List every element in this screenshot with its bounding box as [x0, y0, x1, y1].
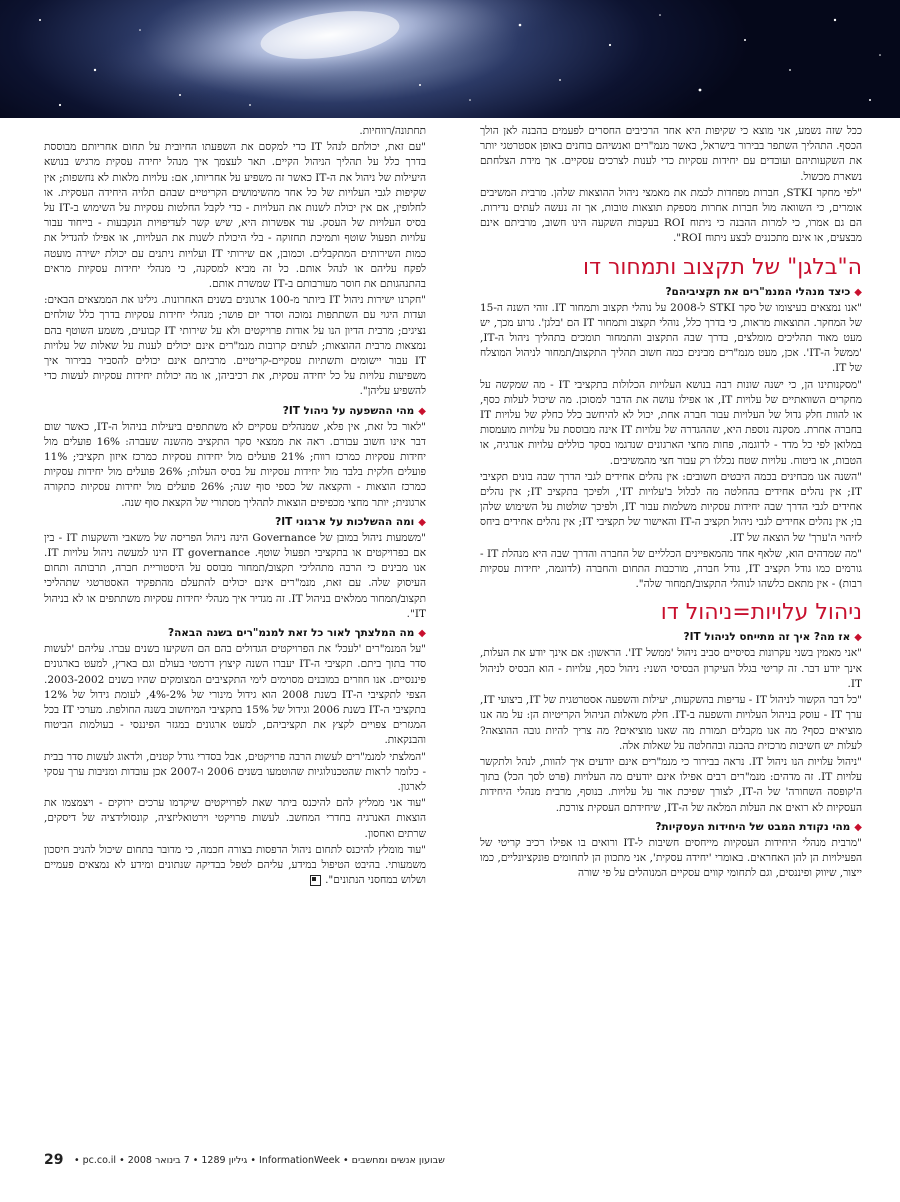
- page-number: 29: [44, 1152, 64, 1168]
- diamond-bullet-icon: ◆: [854, 821, 862, 833]
- text: מהי נקודת המבט של היחידות העסקיות?: [655, 820, 851, 833]
- text: "משמעות ניהול במובן של Governance הינה ניהול הפריסה של משאבי והשקעות IT - בין אם בפרויקטים או בתקציבי תפעול שוטף. IT governance הינו למעשה ניהול עלויות IT. אנו מבינים כי הרבה מתהליכי תקצוב/תמחור מבוסס על היסטוריית חברה, תרבותה ותחום העיסוק שלה. עם זאת, מנמ"רים אינם יכולים להתעלם מהתפקיד האסטרטגי שתהליכי תקצוב/תמחור ממלאים בניהול IT. זה מגדיר איך מנהלי יחידות עסקיות משתתפים או לא בניהול IT".: [44, 531, 426, 620]
- text: ה"בלגן" של תקצוב ותמחור דו: [583, 254, 862, 280]
- paragraph: [44, 420, 426, 511]
- text: ככל שזה נשמע, אני מוצא כי שקיפות היא אחד הרכיבים החסרים לפעמים בהבנה לאן הולך הכסף. התהליך השתפר בבירור בישראל, כאשר מנמ"רים ואנשיהם בוחנים באופן אסטרטגי יותר את השקעותיהם ועובדים עם יחידות עסקיות כדי לענות לצרכים עסקיים. אך מידת הצלחתם נשארת מכשול.: [480, 125, 862, 183]
- galaxy-banner-image: [0, 0, 900, 118]
- paragraph: [44, 843, 426, 889]
- diamond-bullet-icon: ◆: [418, 628, 426, 640]
- question-subheading: [480, 630, 862, 645]
- text: "אנו נמצאים בעיצומו של סקר STKI ל-2008 על נוהלי תקצוב ותמחור IT. זוהי השנה ה-15 של המחקר. התוצאות מראות, כי בדרך כלל, נוהלי תקצוב ותמחור IT הם 'בלגן'. גרוע מכך, יש מעט מאוד תהליכים מומלצים, בדרך שבה התקצוב והתמחור תומכים בתהליך ניהול ה-IT, 'ממשל ה-IT'. אכן, מעט מנמ"רים מבינים כמה חשוב תהליך התקצוב/תמחור לניהול המוצלח של IT.: [480, 301, 862, 375]
- text: "אני מאמין בשני עקרונות בסיסיים סביב ניהול 'ממשל IT'. הראשון: אם אינך יודע את העלות, אינך יודע דבר. זה קריטי בגלל העיקרון הבסיסי השני: ניהול כסף, עלויות - הוא הבסיס לניהול IT.: [480, 647, 862, 690]
- text: "עם זאת, יכולתם לנהל IT כדי למקסם את השפעתו החיובית על תחום אחריותם מבוססת בדרך כלל על תהליך הניהול הקיים. תאר לעצמך איך מנהל יחידה עסקית מרגיש בנושא היעילות של ניהול את ה-IT כאשר זה משפיע על אחריותו, אם: עלויות מלאות לא נחשפות; אין שקיפות לגבי העלויות של כל אחד מהשימושים הקריטיים שבהם תלויה היחידה העסקית. או לחלופין, אם אין יכולת לשנות את העלויות - כדי לקבל החלטות עסקיות על השימוש ב-IT על בסיס העלויות של העסק. עוד אפשרות היא, שיש קשר לעדיפויות הנקבעות - בייחוד עבור עלויות תפעול שוטף ותמיכת תחזוקה - בלי היכולת לשנות את העלויות, או אפילו להגדיל את כמות השירותים המתקבלים. וכמובן, אם שירותי IT ועלויות ניתנים עם יכולת ישירה מועטה לפקח עליהם או לנהל אותם. כל זה מביא למסקנה, כי מנהלי יחידות עסקיות מראים בהתנהגותם את חוסר מעורבותם ב-IT שמשרת אותם.: [44, 141, 426, 291]
- diamond-bullet-icon: ◆: [418, 516, 426, 528]
- paragraph: [44, 140, 426, 292]
- question-subheading: [44, 404, 426, 419]
- text: "לאור כל זאת, אין פלא, שמנהלים עסקיים לא משתתפים ביעילות בניהול ה-IT, כאשר שום דבר אינו חשוב עבורם. ראה את ממצאי סקר התקציב מהשנה שעברה: 16% פועלים מול יחידות עסקיות כמרכז רווח; 21% פועלים מול יחידות עסקיות כמרכז איזון תקציבי; 11% פועלים חלקית בלבד מול יחידות עסקיות על בסיס העלות; 26% פועלים מול יחידות עסקיות כמרכז הוצאות - והקצאה של כספי סוף שנה; 26% פועלים מול יחידות עסקיות כתקורה ארגונית; יותר מחצי מכפיפים הוצאות לתהליך מסתורי של הקצאת סוף שנה.: [44, 420, 426, 509]
- page-footer: [44, 1152, 860, 1172]
- paragraph: [480, 836, 862, 882]
- diamond-bullet-icon: ◆: [854, 286, 862, 298]
- text: "המלצתי למנמ"רים לעשות הרבה פרויקטים, אבל בסדרי גודל קטנים, ולדאוג לעשות סדר בבית - כלומר לראות שהטכנולוגיות שהוטמעו בשנים 2006 ו-2007 אכן עובדות ומניבות ערך עסקי לארגון.: [44, 750, 426, 793]
- text: "השנה אנו מבחינים בכמה היבטים חשובים: אין נהלים אחידים לגבי הדרך שבה בונים תקציבי IT; אין נהלים אחידים בהחלטה מה לכלול ב'עלויות IT', ולפיכך בתקציב IT; אין נהלים אחידים לגבי הדרך שבה יחידות עסקיות משלמות עבור IT, ולפיכך שולטות על השימוש שלהן בו; אין נהלים אחידים לגבי ניהול תקציב ה-IT והאישור של תקציבי IT; אין נהלים אחידים ביחס לזיהוי ה'ערך' של הוצאה של IT.: [480, 470, 862, 544]
- text: "ניהול עלויות הנו ניהול IT. נראה בבירור כי מנמ"רים אינם יודעים איך להוות, לנהל ולתקשר עלויות IT. זה מדהים: מנמ"רים רבים אפילו אינם יודעים מה העלויות (פרט לסך הכל) בתוך ה'קופסה השחורה' של ה-IT, לצורך שפיכת אור על עלויות. בנוסף, מרבית מנהלי היחידות העסקיות לא רואים את העלות המלאה של ה-IT, שיחידתם העסקית צורכת.: [480, 755, 862, 814]
- paragraph: [480, 547, 862, 593]
- section-heading: [480, 600, 862, 626]
- text: ניהול עלויות=ניהול דו: [660, 600, 862, 626]
- text: "מסקנותינו הן, כי ישנה שונות רבה בנושא העלויות הכלולות בתקציבי IT - מה שמקשה על מחקרים השוואתיים של עלויות IT, או אפילו עושה את הדבר למסוכן. מה שיכול לעלות כסף, או להוות חלק גדול של העלויות עבור חברה אחת, יכול לא להיחשב כלל כחלק של עלויות IT בחברה אחרת. מסקנה נוספת היא, שההגדרה של עלויות IT אינה מבוססת על עלויות מועמסות במלואן לפי כל מדד - לדוגמה, פחות מחצי הארגונים שנדגמו בסקר כוללים עלויות אנרגיה, או הטבות, או ביטוח. עלויות שטח נכללו רק עבור חצי מהמשיבים.: [480, 378, 862, 467]
- paragraph: [44, 124, 426, 139]
- paragraph: [480, 693, 862, 754]
- question-subheading: [480, 820, 862, 835]
- paragraph: [44, 293, 426, 399]
- paragraph: [44, 642, 426, 748]
- starfield-graphic: [0, 0, 900, 118]
- paragraph: [480, 186, 862, 247]
- text: "על המנמ"רים 'לעכל' את הפרויקטים הגדולים בהם הם השקיעו בשנים עברו. עליהם 'לעשות סדר בתוך ביתם. תקציבי ה-IT יעברו השנה קיצוץ דרמטי בעולם וגם בארץ, למעט בארגונים פיננסיים. אנו חוזרים במובנים מסוימים לימי התקציבים המצומקים שהיו בשנים 2003-2002. הצפי לתקציבי ה-IT בשנת 2008 הוא גידול מינורי של 2%-4%, לעומת גידול של 12% בתקציבי ה-IT בשנת 2006 וגידול של 15% בתקציבי המיחשוב בשנה החולפת. מערכי IT בכל המגזרים צפויים לקצץ את תקציביהם, למעט ארגונים במגזר הפיננסי - בעולמות הביטוח והבנקאות.: [44, 643, 426, 747]
- text: "לפי מחקר STKI, חברות מפחדות לכמת את מאמצי ניהול ההוצאות שלהן. מרבית המשיבים אומרים, כי השוואה מול חברות אחרות מספקת תוצאות טובות, אך זה נעשה לעתים נדירות. הם גם אמרו, כי למרות ההבנה כי ניתוח ROI בעקבות השקעה הינו חשוב, מרביתם אינם מבצעים, או אינם מתכננים לבצע ניתוח ROI".: [480, 186, 862, 245]
- text: ומה ההשלכות על ארגוני IT?: [275, 515, 415, 528]
- text: "עוד מומלץ להיכנס לתחום ניהול הדפסות בצורה חכמה, כי מדובר בתחום שיכול להניב חיסכון משמעותי. בהיבט הטיפול במידע, עליהם לטפל בבדיקה שנתונים ומידע לא נמצאים פעמיים ושלוש במחסני הנתונים".: [44, 843, 426, 887]
- paragraph: [44, 796, 426, 842]
- paragraph: [480, 646, 862, 692]
- text: "עוד אני ממליץ להם להיכנס ביתר שאת לפרויקטים שיקדמו ערכים ירוקים - ויצמצמו את הוצאות האנרגיה בחדרי המחשב. לעשות פרויקטי וירטואליזציה, קונסולידציה של דיסקים, שרתים ואחסון.: [44, 797, 426, 840]
- paragraph: [480, 755, 862, 816]
- text: "מרבית מנהלי היחידות העסקיות מייחסים חשיבות ל-IT ורואים בו אפילו רכיב קריטי של הפעילויות הן להן האחראים. באומרי 'יחידה עסקית', אני מתכוון הן לתחומים פונקציונליים, כמו ייצור, שיווק ופיננסים, וגם לתחומי קווים עסקיים המנוהלים על פי שורה: [480, 836, 862, 880]
- left-column: [44, 124, 426, 1139]
- end-of-article-icon: [310, 875, 321, 886]
- text: מה המלצתך לאור כל זאת למנמ"רים בשנה הבאה?: [167, 627, 415, 640]
- question-subheading: [44, 515, 426, 530]
- right-column: [480, 124, 862, 1139]
- section-heading: [480, 255, 862, 281]
- question-subheading: [480, 285, 862, 300]
- text: כיצד מנהלי המנמ"רים את תקציביהם?: [665, 285, 851, 298]
- question-subheading: [44, 626, 426, 641]
- publication-info: שבועון אנשים ומחשבים • InformationWeek • גיליון 1289 • 7 בינואר 2008 • pc.co.il •: [74, 1155, 445, 1166]
- paragraph: [480, 470, 862, 546]
- paragraph: [44, 531, 426, 622]
- paragraph: [480, 301, 862, 377]
- text: תחתונה/רווחיות.: [359, 125, 426, 137]
- paragraph: [480, 378, 862, 469]
- text: אז מה? איך זה מתייחס לניהול IT?: [683, 631, 851, 644]
- paragraph: [480, 124, 862, 185]
- text: "מה שמדהים הוא, שלאף אחד מהמאפיינים הכלליים של החברה והדרך שבה היא מנהלת IT - גורמים כמו גודל תקציב IT, גודל חברה, מורכבות התחום והחברה (לדוגמה, יחידות עסקיות רבות) - אין מתאם כלשהו לנוהלי התקצוב/תמחור שלה".: [480, 547, 862, 591]
- diamond-bullet-icon: ◆: [418, 405, 426, 417]
- text: מהי ההשפעה על ניהול IT?: [282, 404, 415, 417]
- paragraph: [44, 750, 426, 796]
- article-body: [44, 124, 862, 1139]
- text: "כל דבר הקשור לניהול IT - עדיפות בהשקעות, יעילות והשפעה אסטרטגית של IT, ביצועי IT, ערך IT - עוסק בניהול העלויות והשפעה ב-IT. חלק משאלות הניהול הקריטיות הן: על מה אנו מוציאים כסף? מה אנו מקבלים תמורת מה שאנו מוציאים? מה צריך להיות גובה ההוצאה? לעלות יש חשיבות מרכזית בהבנה ובהחלטה על שאלות אלה.: [480, 694, 862, 752]
- text: "חקרנו ישירות ניהול IT ביותר מ-100 ארגונים בשנים האחרונות. גילינו את הממצאים הבאים: ועדות היגוי עם השתתפות נמוכה וסדר יום פושר; מנהלי יחידות עסקיות בדרך כלל שולחים נציגים; מרבית הדיון הנו על אודות פרויקטים ולא על שירותי IT קבועים, משמע השוטף בהם נמצאות מרבית ההוצאות; לעתים קרובות מנמ"רים אינם יכולים לענות על שאלות של עלויות IT עבור יישומים ותשתיות עסקיים-קריטיים. מרביתם אינם יכולים להסביר בבירור איך משפיעות עלויות על כל יחידה עסקית, את רכיביהן, או מה יכולות יחידות עסקיות לעשות כדי להשפיע עליהן".: [44, 294, 426, 398]
- diamond-bullet-icon: ◆: [854, 632, 862, 644]
